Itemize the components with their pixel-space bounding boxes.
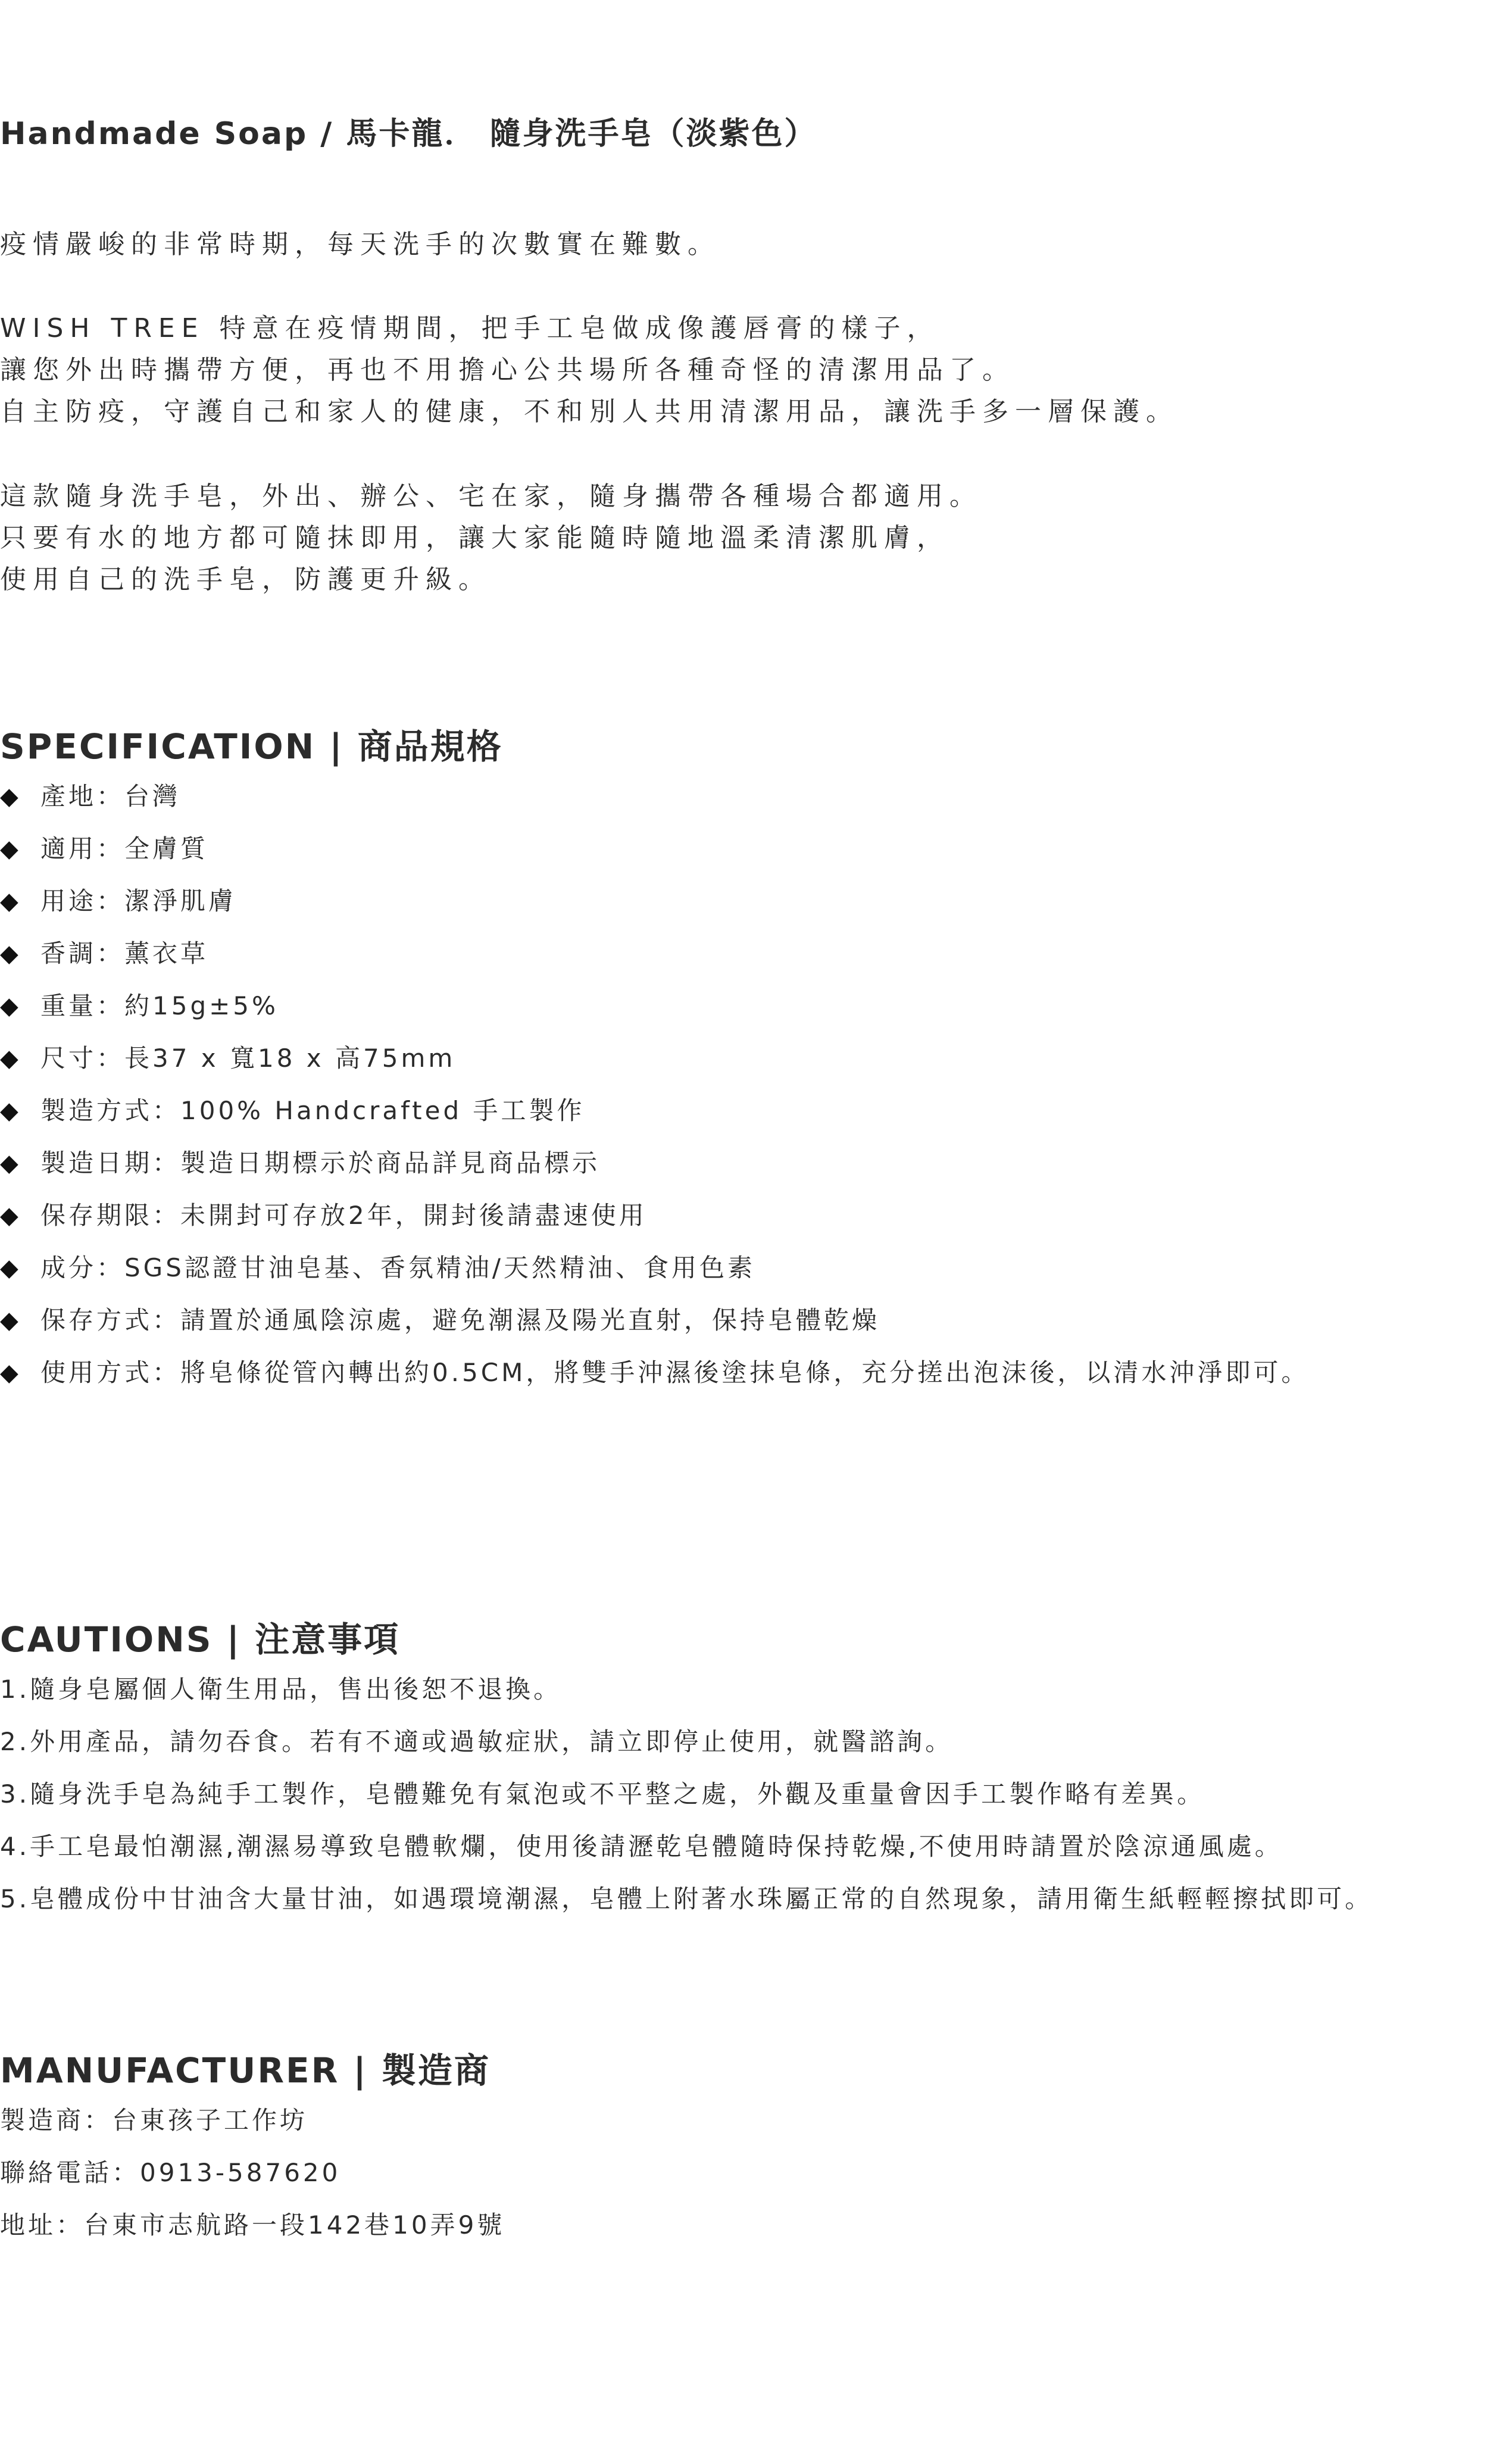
intro-line: 這款隨身洗手皂，外出、辦公、宅在家，隨身攜帶各種場合都適用。	[0, 481, 982, 511]
spec-item-text: 保存方式：請置於通風陰涼處，避免潮濕及陽光直射，保持皂體乾燥	[40, 1306, 880, 1335]
product-title: Handmade Soap / 馬卡龍． 隨身洗手皂（淡紫色）	[0, 116, 817, 152]
spec-item-usage	[0, 1355, 1309, 1407]
manufacturer-list	[0, 2103, 505, 2260]
specification-list	[0, 779, 1309, 1407]
spec-item-size	[0, 1041, 1309, 1093]
intro-line: WISH TREE 特意在疫情期間，把手工皂做成像護唇膏的樣子，	[0, 313, 940, 343]
spec-item-text: 使用方式：將皂條從管內轉出約0.5CM，將雙手沖濕後塗抹皂條，充分搓出泡沫後，以清水沖淨即可。	[40, 1358, 1310, 1387]
spec-item-text: 尺寸：長37 x 寬18 x 高75mm	[40, 1044, 456, 1073]
spec-item-shelf-life	[0, 1198, 1309, 1250]
manufacturer-address: 地址：台東市志航路一段142巷10弄9號	[0, 2210, 505, 2240]
diamond-bullet-icon: ◆	[0, 783, 18, 810]
caution-item: 1.隨身皂屬個人衛生用品，售出後恕不退換。	[0, 1675, 562, 1704]
spec-item-text: 保存期限：未開封可存放2年，開封後請盡速使用	[40, 1201, 647, 1230]
manufacturer-heading: MANUFACTURER | 製造商	[0, 2050, 491, 2091]
spec-item-origin	[0, 779, 1309, 831]
diamond-bullet-icon: ◆	[0, 1202, 18, 1229]
diamond-bullet-icon: ◆	[0, 1307, 18, 1334]
manufacturer-name: 製造商：台東孩子工作坊	[0, 2106, 308, 2135]
spec-item-text: 產地：台灣	[40, 782, 181, 811]
spec-item-text: 製造日期：製造日期標示於商品詳見商品標示	[40, 1148, 601, 1178]
intro-line: 疫情嚴峻的非常時期，每天洗手的次數實在難數。	[0, 229, 720, 260]
spec-item-text: 用途：潔淨肌膚	[40, 886, 237, 916]
spec-item-text: 重量：約15g±5%	[40, 991, 279, 1020]
intro-paragraph-3	[0, 476, 982, 601]
spec-item-scent	[0, 936, 1309, 988]
specification-heading: SPECIFICATION | 商品規格	[0, 726, 503, 767]
diamond-bullet-icon: ◆	[0, 1359, 18, 1386]
intro-line: 使用自己的洗手皂，防護更升級。	[0, 564, 491, 595]
spec-item-ingredients	[0, 1250, 1309, 1303]
diamond-bullet-icon: ◆	[0, 1097, 18, 1125]
intro-paragraph-2	[0, 308, 1179, 433]
diamond-bullet-icon: ◆	[0, 1045, 18, 1072]
intro-paragraph-1	[0, 224, 720, 266]
caution-item: 5.皂體成份中甘油含大量甘油，如遇環境潮濕，皂體上附著水珠屬正常的自然現象，請用衛生紙輕輕擦拭即可。	[0, 1884, 1373, 1913]
intro-line: 只要有水的地方都可隨抹即用，讓大家能隨時隨地溫柔清潔肌膚，	[0, 523, 949, 553]
diamond-bullet-icon: ◆	[0, 992, 18, 1020]
spec-item-weight	[0, 988, 1309, 1041]
spec-item-text: 香調：薰衣草	[40, 939, 209, 968]
spec-item-storage	[0, 1303, 1309, 1355]
spec-item-manufacture-date	[0, 1145, 1309, 1198]
caution-item: 4.手工皂最怕潮濕,潮濕易導致皂體軟爛，使用後請瀝乾皂體隨時保持乾燥,不使用時請置於陰涼通風處。	[0, 1832, 1283, 1861]
diamond-bullet-icon: ◆	[0, 1254, 18, 1282]
caution-item: 2.外用產品，請勿吞食。若有不適或過敏症狀，請立即停止使用，就醫諮詢。	[0, 1727, 954, 1756]
manufacturer-phone: 聯絡電話：0913-587620	[0, 2158, 341, 2187]
spec-item-method	[0, 1093, 1309, 1145]
caution-item: 3.隨身洗手皂為純手工製作，皂體難免有氣泡或不平整之處，外觀及重量會因手工製作略有差異。	[0, 1779, 1205, 1809]
diamond-bullet-icon: ◆	[0, 835, 18, 863]
intro-line: 自主防疫，守護自己和家人的健康，不和別人共用清潔用品，讓洗手多一層保護。	[0, 396, 1179, 427]
spec-item-skin-type	[0, 831, 1309, 883]
diamond-bullet-icon: ◆	[0, 888, 18, 915]
spec-item-text: 適用：全膚質	[40, 834, 209, 863]
spec-item-text: 成分：SGS認證甘油皂基、香氛精油/天然精油、食用色素	[40, 1253, 756, 1282]
cautions-heading: CAUTIONS | 注意事項	[0, 1619, 401, 1660]
diamond-bullet-icon: ◆	[0, 1150, 18, 1177]
spec-item-text: 製造方式：100% Handcrafted 手工製作	[40, 1096, 585, 1125]
spec-item-purpose	[0, 883, 1309, 936]
intro-line: 讓您外出時攜帶方便，再也不用擔心公共場所各種奇怪的清潔用品了。	[0, 355, 1015, 385]
diamond-bullet-icon: ◆	[0, 940, 18, 967]
cautions-list	[0, 1672, 1373, 1934]
